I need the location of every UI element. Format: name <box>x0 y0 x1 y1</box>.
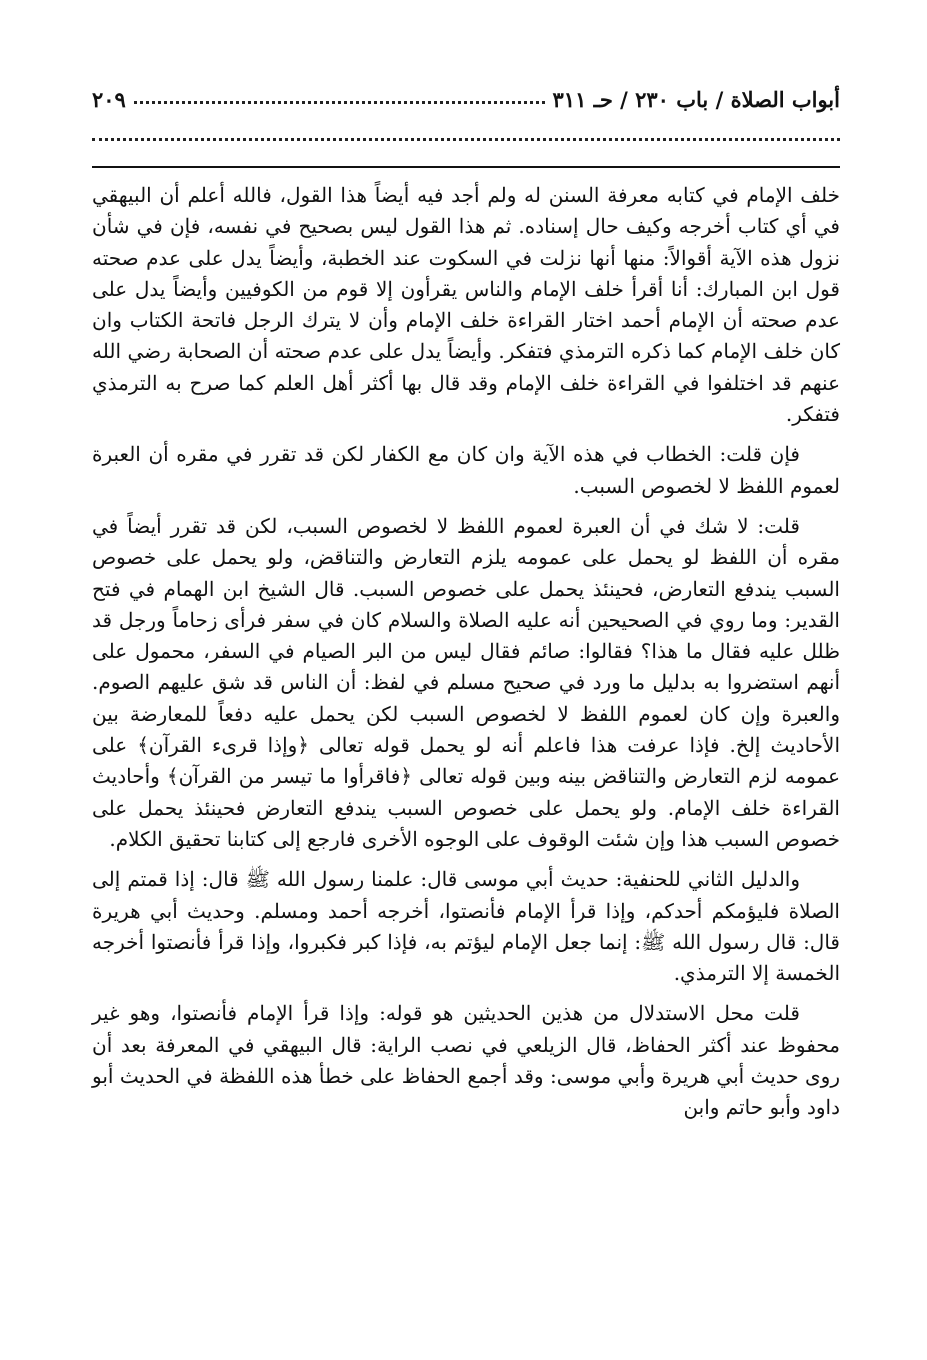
paragraph: خلف الإمام في كتابه معرفة السنن له ولم أجد فيه أيضاً هذا القول، فالله أعلم أن البيهقي في أي كتاب أخرجه وكيف حال إسناده. ثم هذا القول ليس بصحيح في نفسه، فإن في شأن نزول هذه الآية أقوالاً: منها أنها نزلت في السكوت عند الخطبة، وأيضاً يدل على عدم صحته قول ابن المبارك: أنا أقرأ خلف الإمام والناس يقرأون إلا قوم من الكوفيين وأيضاً يدل على عدم صحته أن الإمام أحمد اختار القراءة خلف الإمام وأن لا يترك الرجل فاتحة الكتاب وان كان خلف الإمام كما ذكره الترمذي فتفكر. وأيضاً يدل على عدم صحته أن الصحابة رضي الله عنهم قد اختلفوا في القراءة خلف الإمام وقد قال بها أكثر أهل العلم كما صرح به الترمذي فتفكر. <box>92 183 840 427</box>
paragraph: فإن قلت: الخطاب في هذه الآية وان كان مع الكفار لكن قد تقرر في مقره أن العبرة لعموم اللفظ لا لخصوص السبب. <box>92 442 840 498</box>
page-number: ٢٠٩ <box>92 87 126 112</box>
paragraph: قلت: لا شك في أن العبرة لعموم اللفظ لا لخصوص السبب، لكن قد تقرر أيضاً في مقره أن اللفظ لو يحمل على عمومه يلزم التعارض والتناقض، ولو يحمل على خصوص السبب يندفع التعارض، فحينئذ يحمل على خصوص السبب. قال الشيخ ابن الهمام في فتح القدير: وما روي في الصحيحين أنه عليه الصلاة والسلام كان في سفر فرأى زحاماً ورجل قد ظلل عليه فقال ما هذا؟ فقالوا: صائم فقال ليس من البر الصيام في السفر، محمول على أنهم استضروا به بدليل ما ورد في صحيح مسلم في لفظ: أن الناس قد شق عليهم الصوم. والعبرة وإن كان لعموم اللفظ لا لخصوص السبب لكن يحمل عليه دفعاً للمعارضة بين الأحاديث إلخ. فإذا عرفت هذا فاعلم أنه لو يحمل قوله تعالى ﴿وإذا قرىء القرآن﴾ على عمومه لزم التعارض والتناقض بينه وبين قوله تعالى ﴿فاقرأوا ما تيسر من القرآن﴾ وأحاديث القراءة خلف الإمام. ولو يحمل على خصوص السبب يندفع التعارض فحينئذ يحمل على خصوص السبب هذا وإن شئت الوقوف على الوجوه الأخرى فارجع إلى كتابنا تحقيق الكلام. <box>92 513 841 851</box>
paragraph: والدليل الثاني للحنفية: حديث أبي موسى قال: علمنا رسول الله ﷺ قال: إذا قمتم إلى الصلاة فليؤمكم أحدكم، وإذا قرأ الإمام فأنصتوا، أخرجه أحمد ومسلم. وحديث أبي هريرة قال: قال رسول الله ﷺ: إنما جعل الإمام ليؤتم به، فإذا كبر فكبروا، وإذا قرأ فأنصتوا أخرجه الخمسة إلا الترمذي. <box>92 867 840 986</box>
page-body <box>92 180 840 1133</box>
header-rule <box>92 166 840 168</box>
chapter-title: أبواب الصلاة / باب ٢٣٠ / حـ ٣١١ <box>552 87 840 112</box>
paragraph: قلت محل الاستدلال من هذين الحديثين هو قوله: وإذا قرأ الإمام فأنصتوا، وهو غير محفوظ عند أكثر الحفاظ، قال الزيلعي في نصب الراية: قال البيهقي في المعرفة بعد أن روى حديث أبي هريرة وأبي موسى: وقد أجمع الحفاظ على خطأ هذه اللفظة في الحديث أبو داود وأبو حاتم وابن <box>92 1001 840 1120</box>
dotted-separator <box>92 138 840 141</box>
running-header <box>92 72 840 112</box>
header-dot-leader <box>134 100 545 104</box>
